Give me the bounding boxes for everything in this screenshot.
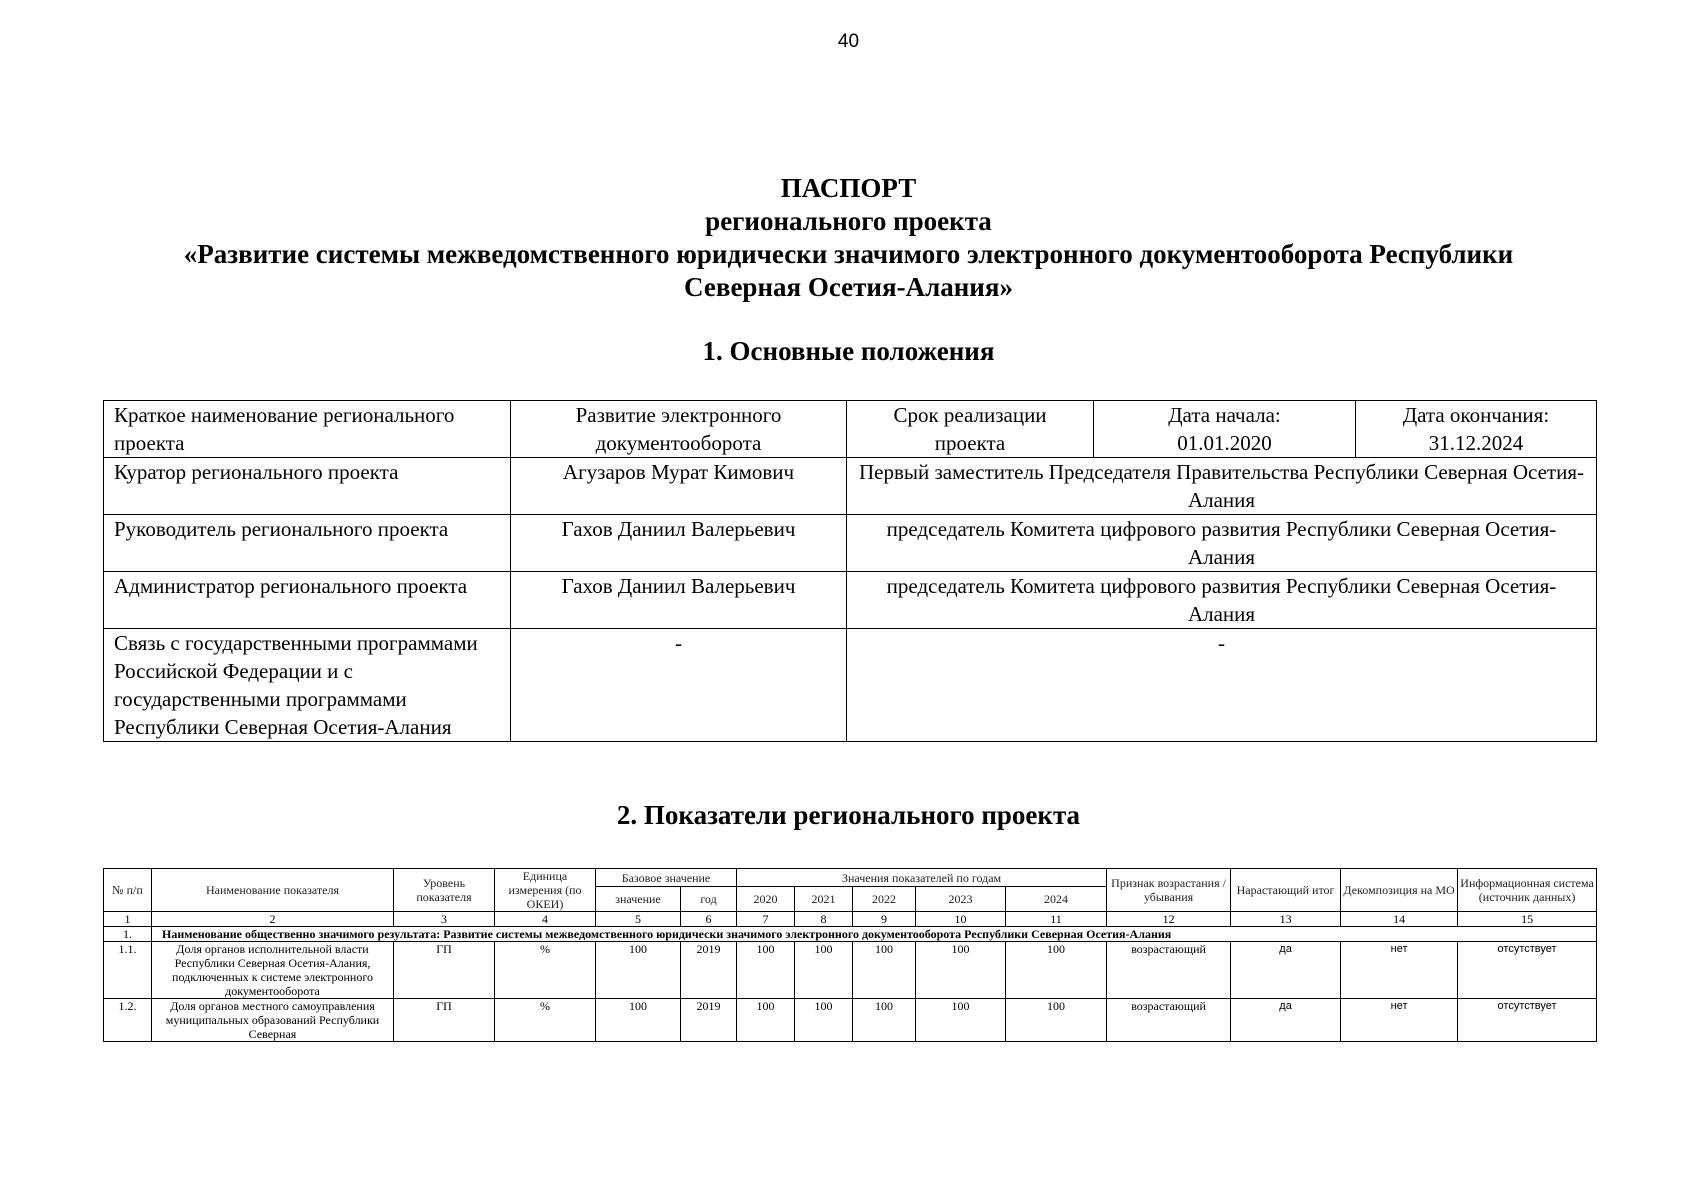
row-level: ГП — [394, 999, 495, 1042]
col-number: 11 — [1006, 912, 1107, 927]
admin-label: Администратор регионального проекта — [104, 572, 511, 629]
header-level: Уровень показателя — [394, 869, 495, 912]
header-2020: 2020 — [737, 887, 795, 912]
header-cumulative: Нарастающий итог — [1231, 869, 1341, 912]
table-header-row — [104, 869, 1597, 887]
row-unit: % — [495, 999, 596, 1042]
row-base-year: 2019 — [681, 999, 737, 1042]
row-num: 1.2. — [104, 999, 152, 1042]
end-date-cell — [1356, 401, 1597, 458]
header-2021: 2021 — [795, 887, 853, 912]
curator-name: Агузаров Мурат Кимович — [511, 458, 847, 515]
row-info-system: отсутствует — [1458, 942, 1597, 999]
col-number: 13 — [1231, 912, 1341, 927]
table-row — [104, 942, 1597, 999]
section-1-heading: 1. Основные положения — [702, 336, 995, 366]
row-indicator-name: Доля органов исполнительной власти Республики Северная Осетия-Алания, подключенных к системе электронного документооборота — [152, 942, 394, 999]
row-base-value: 100 — [596, 999, 681, 1042]
result-num: 1. — [104, 927, 152, 942]
term-label: Срок реализации проекта — [847, 401, 1094, 458]
result-row — [104, 927, 1597, 942]
document-title — [100, 172, 1597, 304]
col-number: 4 — [495, 912, 596, 927]
col-number: 14 — [1341, 912, 1458, 927]
program-link-label: Связь с государственными программами Российской Федерации и с государственными программами Республики Северная Осетия-Алания — [104, 629, 511, 742]
col-number: 3 — [394, 912, 495, 927]
row-2023: 100 — [916, 999, 1006, 1042]
column-numbers-row — [104, 912, 1597, 927]
indicators-table — [103, 868, 1597, 1042]
page-number: 40 — [837, 31, 860, 52]
admin-name: Гахов Даниил Валерьевич — [511, 572, 847, 629]
end-date-value: 31.12.2024 — [1428, 431, 1524, 455]
admin-position: председатель Комитета цифрового развития Республики Северная Осетия-Алания — [847, 572, 1597, 629]
col-number: 7 — [737, 912, 795, 927]
basic-provisions-table — [103, 400, 1597, 742]
start-date-label: Дата начала: — [1168, 403, 1281, 427]
header-decomposition: Декомпозиция на МО — [1341, 869, 1458, 912]
result-text: Наименование общественно значимого результата: Развитие системы межведомственного юридически значимого электронного документооборота Республики Северная Осетия-Алания — [152, 927, 1597, 942]
row-cumulative: да — [1231, 942, 1341, 999]
row-base-year: 2019 — [681, 942, 737, 999]
row-level: ГП — [394, 942, 495, 999]
program-link-value-2: - — [847, 629, 1597, 742]
table-row — [104, 458, 1597, 515]
short-name-label: Краткое наименование регионального проекта — [104, 401, 511, 458]
header-unit: Единица измерения (по ОКЕИ) — [495, 869, 596, 912]
header-name: Наименование показателя — [152, 869, 394, 912]
section-2-heading: 2. Показатели регионального проекта — [616, 800, 1081, 830]
col-number: 1 — [104, 912, 152, 927]
col-number: 12 — [1107, 912, 1231, 927]
row-2020: 100 — [737, 999, 795, 1042]
col-number: 10 — [916, 912, 1006, 927]
row-2024: 100 — [1006, 942, 1107, 999]
row-2021: 100 — [795, 942, 853, 999]
row-2021: 100 — [795, 999, 853, 1042]
title-line-4: Северная Осетия-Алания» — [684, 272, 1013, 302]
row-trend: возрастающий — [1107, 999, 1231, 1042]
header-num: № п/п — [104, 869, 152, 912]
short-name-value: Развитие электронного документооборота — [511, 401, 847, 458]
row-2024: 100 — [1006, 999, 1107, 1042]
col-number: 15 — [1458, 912, 1597, 927]
row-indicator-name: Доля органов местного самоуправления муниципальных образований Республики Северная — [152, 999, 394, 1042]
leader-label: Руководитель регионального проекта — [104, 515, 511, 572]
title-line-2: регионального проекта — [705, 206, 992, 236]
header-trend: Признак возрастания / убывания — [1107, 869, 1231, 912]
title-line-1: ПАСПОРТ — [780, 173, 917, 203]
header-base-value: значение — [596, 887, 681, 912]
header-info-system: Информационная система (источник данных) — [1458, 869, 1597, 912]
col-number: 6 — [681, 912, 737, 927]
row-decomposition: нет — [1341, 999, 1458, 1042]
col-number: 9 — [853, 912, 916, 927]
end-date-label: Дата окончания: — [1402, 403, 1550, 427]
header-base-year: год — [681, 887, 737, 912]
row-decomposition: нет — [1341, 942, 1458, 999]
col-number: 8 — [795, 912, 853, 927]
col-number: 5 — [596, 912, 681, 927]
curator-label: Куратор регионального проекта — [104, 458, 511, 515]
row-unit: % — [495, 942, 596, 999]
row-cumulative: да — [1231, 999, 1341, 1042]
header-base: Базовое значение — [596, 869, 737, 887]
title-line-3: «Развитие системы межведомственного юридически значимого электронного документооборота Республики — [183, 239, 1514, 269]
row-2022: 100 — [853, 999, 916, 1042]
table-row — [104, 629, 1597, 742]
curator-position: Первый заместитель Председателя Правительства Республики Северная Осетия-Алания — [847, 458, 1597, 515]
row-2023: 100 — [916, 942, 1006, 999]
row-num: 1.1. — [104, 942, 152, 999]
row-2020: 100 — [737, 942, 795, 999]
start-date-cell — [1094, 401, 1356, 458]
table-row — [104, 401, 1597, 458]
header-2024: 2024 — [1006, 887, 1107, 912]
header-by-years: Значения показателей по годам — [737, 869, 1107, 887]
row-base-value: 100 — [596, 942, 681, 999]
row-2022: 100 — [853, 942, 916, 999]
start-date-value: 01.01.2020 — [1177, 431, 1272, 455]
leader-position: председатель Комитета цифрового развития Республики Северная Осетия-Алания — [847, 515, 1597, 572]
table-row — [104, 999, 1597, 1042]
program-link-value-1: - — [511, 629, 847, 742]
table-row — [104, 572, 1597, 629]
col-number: 2 — [152, 912, 394, 927]
table-row — [104, 515, 1597, 572]
header-2022: 2022 — [853, 887, 916, 912]
header-2023: 2023 — [916, 887, 1006, 912]
row-info-system: отсутствует — [1458, 999, 1597, 1042]
leader-name: Гахов Даниил Валерьевич — [511, 515, 847, 572]
row-trend: возрастающий — [1107, 942, 1231, 999]
